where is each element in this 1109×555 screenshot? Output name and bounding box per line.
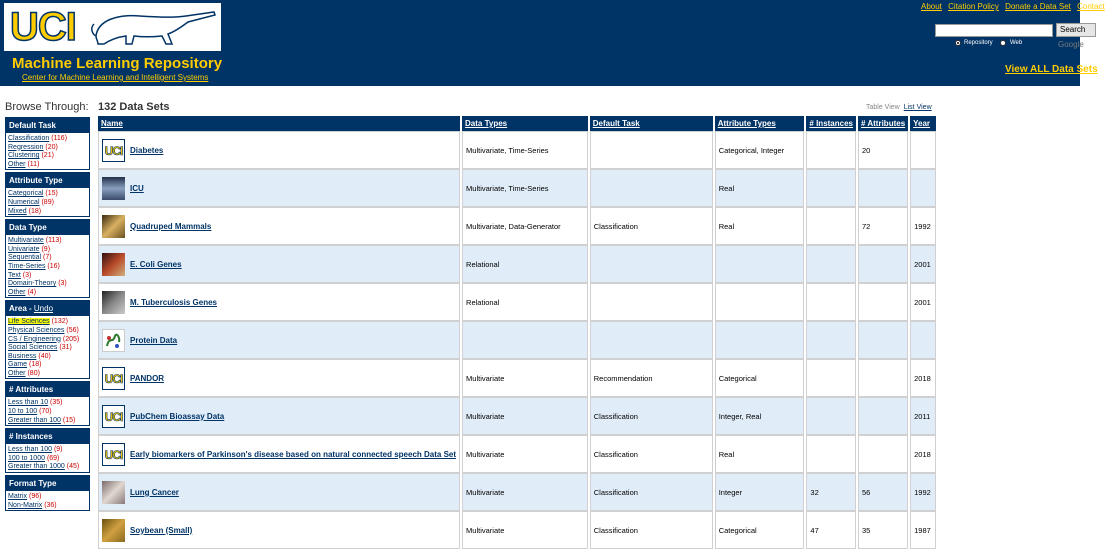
- cell-instances: 47: [806, 511, 856, 549]
- cell-year: 2018: [910, 359, 936, 397]
- cell-default-task: [590, 321, 713, 359]
- column-header-data-types[interactable]: [462, 116, 588, 131]
- facet-link[interactable]: Non-Matrix: [8, 501, 43, 509]
- cell-attributes: 35: [858, 511, 908, 549]
- column-header-attribute-types[interactable]: [715, 116, 805, 131]
- cell-default-task: [590, 169, 713, 207]
- column-header-instances[interactable]: [806, 116, 856, 131]
- facet-item: [6, 493, 89, 502]
- facet-link[interactable]: Clustering: [8, 152, 40, 160]
- facet-link[interactable]: Mixed: [8, 207, 27, 215]
- facet-sidebar: [5, 117, 90, 513]
- facet-item-selected: [6, 318, 89, 327]
- cell-year: [910, 321, 936, 359]
- facet-link[interactable]: Other: [8, 369, 26, 377]
- data-set-link[interactable]: PubChem Bioassay Data: [130, 411, 225, 421]
- facet-link[interactable]: Text: [8, 271, 21, 279]
- cell-name: [98, 397, 460, 435]
- cell-name: [98, 131, 460, 169]
- facet-count: (113): [45, 237, 62, 245]
- facet-count: (9): [53, 446, 63, 454]
- facet-count: (35): [50, 399, 63, 407]
- cell-attributes: [858, 359, 908, 397]
- cell-default-task: Classification: [590, 511, 713, 549]
- facet-item: [6, 263, 89, 272]
- facet-link[interactable]: Multivariate: [8, 237, 44, 245]
- data-set-link[interactable]: Early biomarkers of Parkinson's disease based on natural connected speech Data Set: [130, 449, 457, 459]
- facet-item: [6, 353, 89, 362]
- table-row: [98, 245, 936, 283]
- cell-default-task: [590, 245, 713, 283]
- sort-link[interactable]: Data Types: [465, 119, 508, 128]
- facet-item: [6, 463, 89, 472]
- uci-logo-thumbnail: UCI: [102, 405, 125, 428]
- google-logo: Google: [1058, 40, 1084, 49]
- cell-name: [98, 321, 460, 359]
- facet-data-type: [5, 219, 90, 298]
- facet-link[interactable]: Univariate: [8, 245, 40, 253]
- table-view-label: Table View: [866, 104, 900, 111]
- radio-repository[interactable]: [955, 40, 961, 46]
- facet-link[interactable]: Business: [8, 352, 37, 360]
- facet-count: (89): [41, 198, 54, 206]
- facet-link[interactable]: Life Sciences: [8, 318, 50, 326]
- facet-num-attributes: [5, 381, 90, 426]
- icu-thumbnail: [102, 177, 125, 200]
- search-button[interactable]: Search: [1056, 23, 1096, 37]
- cell-data-types: [462, 321, 588, 359]
- table-row: [98, 169, 936, 207]
- cell-instances: [806, 131, 856, 169]
- sort-link[interactable]: # Instances: [809, 119, 853, 128]
- mammal-thumbnail: [102, 215, 125, 238]
- facet-count: (4): [27, 288, 37, 296]
- facet-item: [6, 246, 89, 255]
- cell-data-types: Multivariate, Data-Generator: [462, 207, 588, 245]
- facet-item: [6, 417, 89, 426]
- facet-count: (7): [43, 254, 52, 262]
- facet-heading: Default Task: [6, 118, 89, 133]
- cell-attribute-types: Integer: [715, 473, 805, 511]
- cell-year: [910, 131, 936, 169]
- cell-attributes: 56: [858, 473, 908, 511]
- tuberculosis-thumbnail: [102, 291, 125, 314]
- cell-year: 1992: [910, 473, 936, 511]
- facet-item: [6, 408, 89, 417]
- cell-attribute-types: Categorical, Integer: [715, 131, 805, 169]
- cell-attribute-types: Real: [715, 435, 805, 473]
- list-view-link[interactable]: List View: [903, 104, 932, 111]
- facet-heading: Format Type: [6, 476, 89, 491]
- table-row: [98, 359, 936, 397]
- facet-count: (45): [66, 463, 80, 471]
- facet-format-type: [5, 475, 90, 511]
- facet-count: (205): [62, 335, 80, 343]
- facet-item: [6, 135, 89, 144]
- cell-data-types: Relational: [462, 245, 588, 283]
- cell-default-task: [590, 131, 713, 169]
- table-row: [98, 321, 936, 359]
- cell-attribute-types: [715, 283, 805, 321]
- protein-icon: [103, 330, 124, 351]
- column-header-attributes[interactable]: [858, 116, 908, 131]
- facet-count: (15): [62, 416, 76, 424]
- facet-link[interactable]: Greater than 100: [8, 416, 61, 424]
- cell-attributes: [858, 397, 908, 435]
- column-header-name[interactable]: [98, 116, 460, 131]
- facet-link[interactable]: Classification: [8, 135, 50, 142]
- facet-count: (80): [27, 369, 40, 377]
- sort-link[interactable]: Year: [913, 119, 931, 128]
- cell-instances: [806, 245, 856, 283]
- cell-year: 2001: [910, 283, 936, 321]
- cell-data-types: Multivariate: [462, 511, 588, 549]
- cell-attribute-types: Categorical: [715, 359, 805, 397]
- facet-heading-text: Area -: [9, 304, 34, 314]
- facet-item: [6, 208, 89, 217]
- cell-name: [98, 283, 460, 321]
- cell-instances: [806, 207, 856, 245]
- facet-item: [6, 327, 89, 336]
- facet-count: (70): [39, 408, 52, 416]
- cell-year: 1987: [910, 511, 936, 549]
- cell-attribute-types: Integer, Real: [715, 397, 805, 435]
- data-set-link[interactable]: Protein Data: [130, 335, 178, 345]
- facet-num-instances: [5, 428, 90, 473]
- view-toggle: [866, 104, 932, 111]
- data-set-link[interactable]: Diabetes: [130, 145, 164, 155]
- cell-data-types: Multivariate: [462, 397, 588, 435]
- data-set-link[interactable]: Lung Cancer: [130, 487, 179, 497]
- sort-link[interactable]: Default Task: [592, 119, 640, 128]
- cell-attributes: [858, 245, 908, 283]
- site-title: Machine Learning Repository: [12, 55, 223, 72]
- facet-heading: Attribute Type: [6, 173, 89, 188]
- cell-attributes: [858, 283, 908, 321]
- cell-attributes: [858, 321, 908, 359]
- radio-repository-label: Repository: [964, 40, 993, 46]
- column-header-year[interactable]: [910, 116, 936, 131]
- view-all-data-sets-link[interactable]: View ALL Data Sets: [1005, 64, 1098, 75]
- cell-instances: [806, 397, 856, 435]
- anteater-icon: [88, 6, 218, 48]
- facet-count: (18): [28, 207, 42, 215]
- facet-count: (56): [66, 326, 79, 334]
- facet-count: (31): [59, 344, 72, 352]
- cell-year: 1992: [910, 207, 936, 245]
- cell-attribute-types: [715, 245, 805, 283]
- facet-item: [6, 152, 89, 161]
- facet-heading: Data Type: [6, 220, 89, 235]
- facet-count: (9): [41, 245, 51, 253]
- cell-instances: [806, 435, 856, 473]
- facet-count: (20): [45, 143, 58, 151]
- facet-count: (36): [44, 501, 57, 509]
- facet-link[interactable]: Game: [8, 361, 28, 369]
- facet-area: [5, 300, 90, 379]
- uci-logo[interactable]: [4, 3, 221, 51]
- search-input[interactable]: [935, 24, 1053, 37]
- cell-data-types: Multivariate, Time-Series: [462, 169, 588, 207]
- cell-attribute-types: Categorical: [715, 511, 805, 549]
- facet-link[interactable]: Physical Sciences: [8, 326, 65, 334]
- sort-link[interactable]: Attribute Types: [717, 119, 776, 128]
- facet-link[interactable]: CS / Engineering: [8, 335, 61, 343]
- browse-label: Browse Through:: [5, 101, 89, 113]
- facet-item: [6, 254, 89, 263]
- facet-count: (96): [29, 493, 42, 501]
- cell-data-types: Multivariate: [462, 435, 588, 473]
- facet-item: [6, 361, 89, 370]
- lung-thumbnail: [102, 481, 125, 504]
- cell-year: 2011: [910, 397, 936, 435]
- facet-link[interactable]: 100 to 1000: [8, 454, 45, 462]
- table-row: [98, 207, 936, 245]
- facet-item: [6, 199, 89, 208]
- facet-link[interactable]: Time-Series: [8, 262, 46, 270]
- facet-item: [6, 455, 89, 464]
- about-link[interactable]: About: [921, 2, 942, 11]
- facet-link[interactable]: Greater than 1000: [8, 463, 65, 471]
- facet-item: [6, 237, 89, 246]
- facet-item: [6, 280, 89, 289]
- facet-link[interactable]: Other: [8, 160, 26, 168]
- table-row: [98, 283, 936, 321]
- facet-link[interactable]: 10 to 100: [8, 408, 38, 416]
- facet-item: [6, 446, 89, 455]
- cell-attributes: [858, 169, 908, 207]
- table-row: [98, 473, 936, 511]
- table-header-row: [98, 116, 936, 131]
- cell-attribute-types: [715, 321, 805, 359]
- cell-data-types: Multivariate, Time-Series: [462, 131, 588, 169]
- facet-link[interactable]: Other: [8, 288, 26, 296]
- facet-attribute-type: [5, 172, 90, 217]
- facet-link[interactable]: Categorical: [8, 190, 44, 198]
- facet-count: (3): [22, 271, 32, 279]
- data-set-link[interactable]: PANDOR: [130, 373, 165, 383]
- logo-text: UCI: [10, 5, 76, 49]
- cell-instances: 32: [806, 473, 856, 511]
- facet-count: (116): [51, 135, 68, 142]
- site-subtitle-link[interactable]: Center for Machine Learning and Intelligent Systems: [22, 73, 209, 82]
- facet-item: [6, 370, 89, 379]
- cell-instances: [806, 283, 856, 321]
- cell-instances: [806, 359, 856, 397]
- facet-item: [6, 336, 89, 345]
- cell-name: [98, 245, 460, 283]
- cell-attributes: 20: [858, 131, 908, 169]
- data-sets-table: [96, 116, 938, 549]
- facet-link[interactable]: Matrix: [8, 493, 28, 501]
- facet-count: (40): [38, 352, 51, 360]
- cell-instances: [806, 321, 856, 359]
- data-set-link[interactable]: ICU: [130, 183, 144, 193]
- cell-name: [98, 359, 460, 397]
- protein-thumbnail: [102, 329, 125, 352]
- top-nav: [921, 2, 1109, 11]
- facet-count: (21): [41, 152, 54, 160]
- data-set-link[interactable]: Soybean (Small): [130, 525, 193, 535]
- sort-link[interactable]: # Attributes: [860, 119, 906, 128]
- soybean-thumbnail: [102, 519, 125, 542]
- data-set-link[interactable]: M. Tuberculosis Genes: [130, 297, 217, 307]
- cell-name: [98, 511, 460, 549]
- radio-web-label: Web: [1010, 40, 1023, 46]
- donate-data-set-link[interactable]: Donate a Data Set: [1005, 2, 1071, 11]
- facet-count: (18): [29, 361, 42, 369]
- facet-item: [6, 144, 89, 153]
- cell-data-types: Multivariate: [462, 473, 588, 511]
- facet-link[interactable]: Less than 10: [8, 399, 49, 407]
- facet-count: (3): [58, 280, 67, 288]
- facet-count: (16): [47, 262, 60, 270]
- data-set-link[interactable]: Quadruped Mammals: [130, 221, 212, 231]
- table-row: [98, 131, 936, 169]
- facet-link[interactable]: Sequential: [8, 254, 42, 262]
- facet-heading: [6, 301, 89, 316]
- cell-year: 2018: [910, 435, 936, 473]
- cell-name: [98, 207, 460, 245]
- cell-year: 2001: [910, 245, 936, 283]
- facet-item: [6, 344, 89, 353]
- facet-count: (11): [27, 160, 40, 168]
- facet-link[interactable]: Less than 100: [8, 446, 52, 454]
- facet-item: [6, 190, 89, 199]
- contact-link[interactable]: Contact: [1077, 2, 1105, 11]
- radio-web[interactable]: [1000, 40, 1006, 46]
- cell-instances: [806, 169, 856, 207]
- uci-logo-thumbnail: UCI: [102, 443, 125, 466]
- cell-name: [98, 169, 460, 207]
- cell-name: [98, 435, 460, 473]
- undo-link[interactable]: Undo: [33, 304, 54, 314]
- cell-attributes: 72: [858, 207, 908, 245]
- table-row: [98, 511, 936, 549]
- data-set-link[interactable]: E. Coli Genes: [130, 259, 182, 269]
- cell-attributes: [858, 435, 908, 473]
- facet-link[interactable]: Social Sciences: [8, 344, 58, 352]
- citation-policy-link[interactable]: Citation Policy: [948, 2, 999, 11]
- facet-item: [6, 502, 89, 511]
- cell-attribute-types: Real: [715, 207, 805, 245]
- facet-link[interactable]: Numerical: [8, 198, 40, 206]
- facet-heading: # Attributes: [6, 382, 89, 397]
- cell-attribute-types: Real: [715, 169, 805, 207]
- site-header: [0, 0, 1105, 86]
- facet-item: [6, 289, 89, 298]
- facet-item: [6, 161, 89, 170]
- data-set-count: 132 Data Sets: [98, 101, 170, 113]
- table-row: [98, 435, 936, 473]
- cell-default-task: Classification: [590, 207, 713, 245]
- facet-count: (132): [51, 318, 68, 326]
- table-row: [98, 397, 936, 435]
- cell-data-types: Relational: [462, 283, 588, 321]
- uci-logo-thumbnail: UCI: [102, 139, 125, 162]
- cell-default-task: Classification: [590, 397, 713, 435]
- cell-default-task: [590, 283, 713, 321]
- uci-logo-thumbnail: UCI: [102, 367, 125, 390]
- cell-default-task: Recommendation: [590, 359, 713, 397]
- facet-item: [6, 399, 89, 408]
- cell-year: [910, 169, 936, 207]
- facet-heading: # Instances: [6, 429, 89, 444]
- cell-data-types: Multivariate: [462, 359, 588, 397]
- cell-name: [98, 473, 460, 511]
- column-header-default-task[interactable]: [590, 116, 713, 131]
- ecoli-thumbnail: [102, 253, 125, 276]
- facet-count: (69): [46, 454, 60, 462]
- cell-default-task: Classification: [590, 435, 713, 473]
- facet-link[interactable]: Regression: [8, 143, 44, 151]
- cell-default-task: Classification: [590, 473, 713, 511]
- sort-link[interactable]: Name: [101, 119, 123, 128]
- facet-item: [6, 272, 89, 281]
- facet-count: (15): [45, 190, 58, 198]
- facet-link[interactable]: Domain-Theory: [8, 280, 57, 288]
- facet-default-task: [5, 117, 90, 170]
